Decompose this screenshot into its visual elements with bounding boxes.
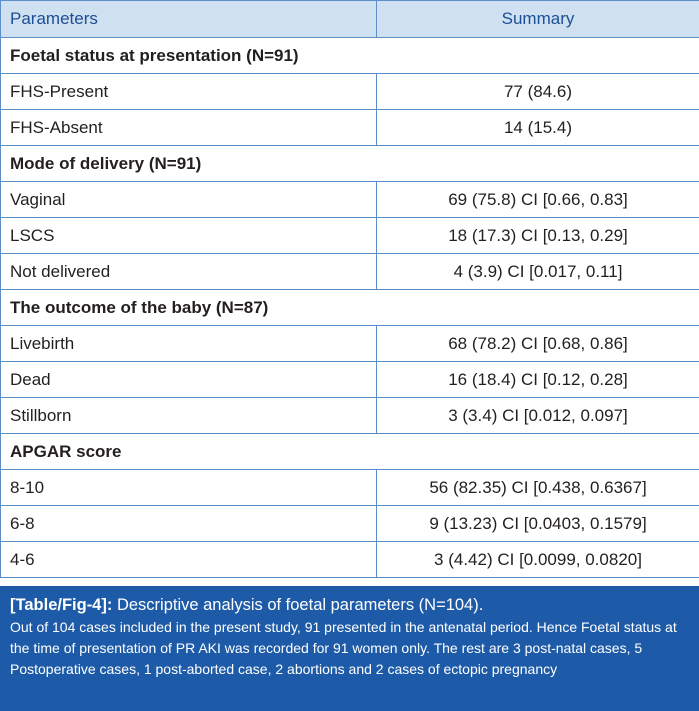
table-caption bbox=[0, 586, 699, 711]
header-parameters: Parameters bbox=[1, 1, 377, 38]
row-label: Stillborn bbox=[1, 398, 377, 434]
caption-note: Out of 104 cases included in the present study, 91 presented in the antenatal period. Hence Foetal status at the time of presentation of PR AKI was recorded for 91 women only. The rest are 3 post-natal cases, 5 Postoperative cases, 1 post-aborted case, 2 abortions and 2 cases of ectopic pregnancy bbox=[10, 619, 677, 677]
table-row bbox=[1, 218, 699, 254]
table-row bbox=[1, 398, 699, 434]
table-row bbox=[1, 110, 699, 146]
row-value: 14 (15.4) bbox=[377, 110, 699, 146]
row-label: 6-8 bbox=[1, 506, 377, 542]
row-value: 77 (84.6) bbox=[377, 74, 699, 110]
table-header-row bbox=[1, 1, 699, 38]
section-title: The outcome of the baby (N=87) bbox=[1, 290, 699, 326]
row-value: 9 (13.23) CI [0.0403, 0.1579] bbox=[377, 506, 699, 542]
section-row bbox=[1, 290, 699, 326]
row-value: 56 (82.35) CI [0.438, 0.6367] bbox=[377, 470, 699, 506]
row-value: 18 (17.3) CI [0.13, 0.29] bbox=[377, 218, 699, 254]
table-row bbox=[1, 362, 699, 398]
row-label: Vaginal bbox=[1, 182, 377, 218]
caption-label: [Table/Fig-4]: bbox=[10, 596, 113, 614]
table-row bbox=[1, 254, 699, 290]
row-value: 68 (78.2) CI [0.68, 0.86] bbox=[377, 326, 699, 362]
row-value: 16 (18.4) CI [0.12, 0.28] bbox=[377, 362, 699, 398]
section-row bbox=[1, 38, 699, 74]
row-label: FHS-Present bbox=[1, 74, 377, 110]
section-title: APGAR score bbox=[1, 434, 699, 470]
section-row bbox=[1, 434, 699, 470]
table-row bbox=[1, 470, 699, 506]
row-label: Dead bbox=[1, 362, 377, 398]
row-label: Livebirth bbox=[1, 326, 377, 362]
table-row bbox=[1, 542, 699, 578]
section-row bbox=[1, 146, 699, 182]
section-title: Mode of delivery (N=91) bbox=[1, 146, 699, 182]
row-value: 69 (75.8) CI [0.66, 0.83] bbox=[377, 182, 699, 218]
table-row bbox=[1, 506, 699, 542]
table-row bbox=[1, 74, 699, 110]
row-value: 3 (3.4) CI [0.012, 0.097] bbox=[377, 398, 699, 434]
table-row bbox=[1, 182, 699, 218]
row-value: 4 (3.9) CI [0.017, 0.11] bbox=[377, 254, 699, 290]
row-label: 4-6 bbox=[1, 542, 377, 578]
table-row bbox=[1, 326, 699, 362]
row-label: Not delivered bbox=[1, 254, 377, 290]
section-title: Foetal status at presentation (N=91) bbox=[1, 38, 699, 74]
caption-title: Descriptive analysis of foetal parameters (N=104). bbox=[112, 596, 484, 614]
row-label: 8-10 bbox=[1, 470, 377, 506]
caption-heading bbox=[10, 594, 689, 616]
row-value: 3 (4.42) CI [0.0099, 0.0820] bbox=[377, 542, 699, 578]
header-summary: Summary bbox=[377, 1, 699, 38]
row-label: LSCS bbox=[1, 218, 377, 254]
row-label: FHS-Absent bbox=[1, 110, 377, 146]
